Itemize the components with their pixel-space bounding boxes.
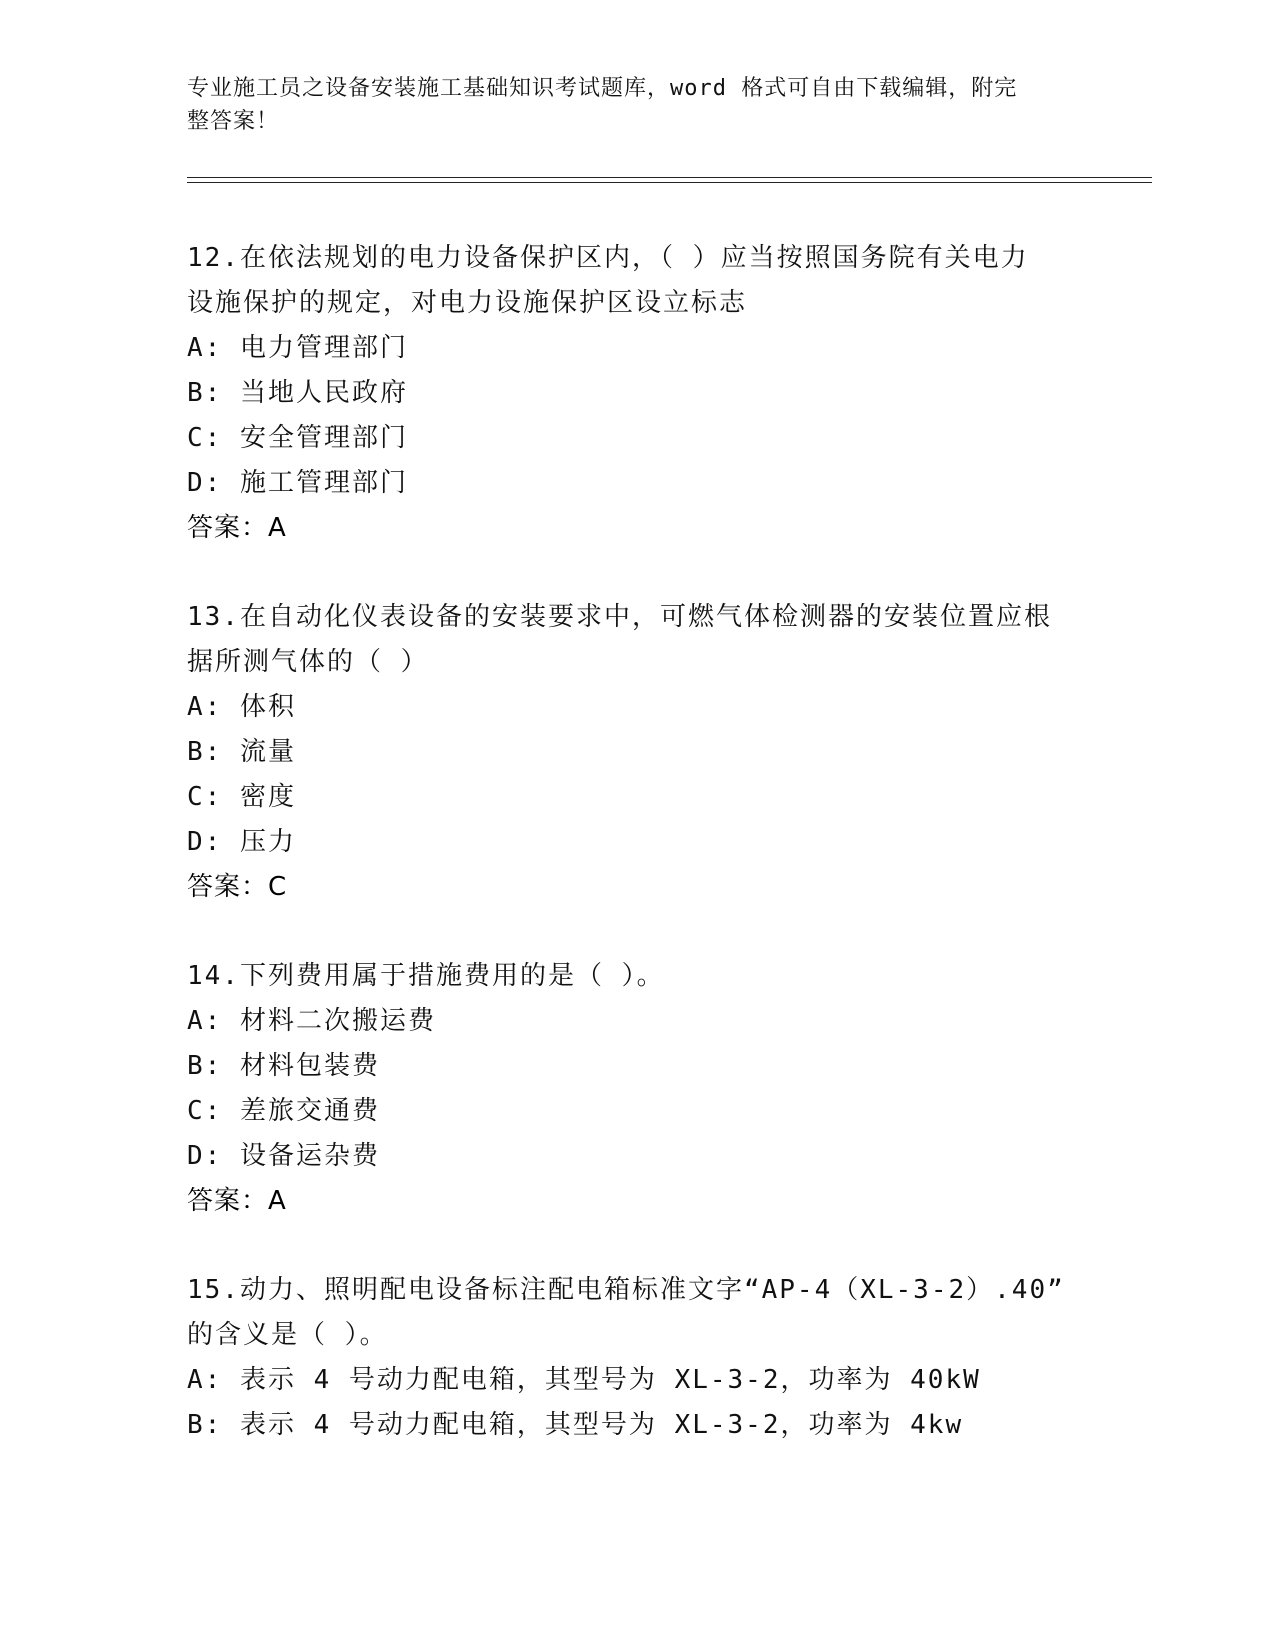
option-c: C: 安全管理部门 (187, 423, 408, 453)
question-stem (187, 954, 1087, 999)
answer-label: 答案：A (187, 513, 287, 543)
header-divider-top (187, 177, 1152, 178)
question-stem (187, 236, 1087, 326)
option-b: B: 当地人民政府 (187, 378, 408, 408)
question-13 (187, 595, 1087, 910)
question-list (187, 236, 1087, 1492)
question-stem-line: 设施保护的规定，对电力设施保护区设立标志 (187, 288, 748, 318)
option-a: A: 电力管理部门 (187, 333, 408, 363)
header-line-2: 整答案！ (187, 109, 280, 134)
option-b: B: 材料包装费 (187, 1051, 380, 1081)
question-stem-line: 据所测气体的（ ） (187, 647, 429, 677)
option-b: B: 表示 4 号动力配电箱，其型号为 XL-3-2，功率为 4kw (187, 1410, 964, 1440)
question-12 (187, 236, 1087, 551)
option-c: C: 差旅交通费 (187, 1096, 380, 1126)
option-a: A: 体积 (187, 692, 296, 722)
option-b: B: 流量 (187, 737, 296, 767)
question-stem-line: 15.动力、照明配电设备标注配电箱标准文字“AP-4（XL-3-2）.40” (187, 1275, 1065, 1305)
option-d: D: 设备运杂费 (187, 1141, 380, 1171)
question-stem-line: 14.下列费用属于措施费用的是（ ）。 (187, 961, 665, 991)
header-line-1: 专业施工员之设备安装施工基础知识考试题库，word 格式可自由下载编辑，附完 (187, 76, 1018, 101)
answer-label: 答案：C (187, 872, 288, 902)
document-header (187, 72, 1067, 138)
header-divider-bottom (187, 182, 1152, 183)
option-a: A: 表示 4 号动力配电箱，其型号为 XL-3-2，功率为 40kW (187, 1365, 981, 1395)
question-stem (187, 1268, 1087, 1358)
option-a: A: 材料二次搬运费 (187, 1006, 436, 1036)
option-d: D: 施工管理部门 (187, 468, 408, 498)
question-14 (187, 954, 1087, 1224)
question-stem-line: 12.在依法规划的电力设备保护区内，（ ）应当按照国务院有关电力 (187, 243, 1029, 273)
question-stem (187, 595, 1087, 685)
question-stem-line: 13.在自动化仪表设备的安装要求中，可燃气体检测器的安装位置应根 (187, 602, 1052, 632)
option-d: D: 压力 (187, 827, 296, 857)
option-c: C: 密度 (187, 782, 296, 812)
question-stem-line: 的含义是（ ）。 (187, 1320, 388, 1350)
question-15 (187, 1268, 1087, 1448)
answer-label: 答案：A (187, 1186, 287, 1216)
